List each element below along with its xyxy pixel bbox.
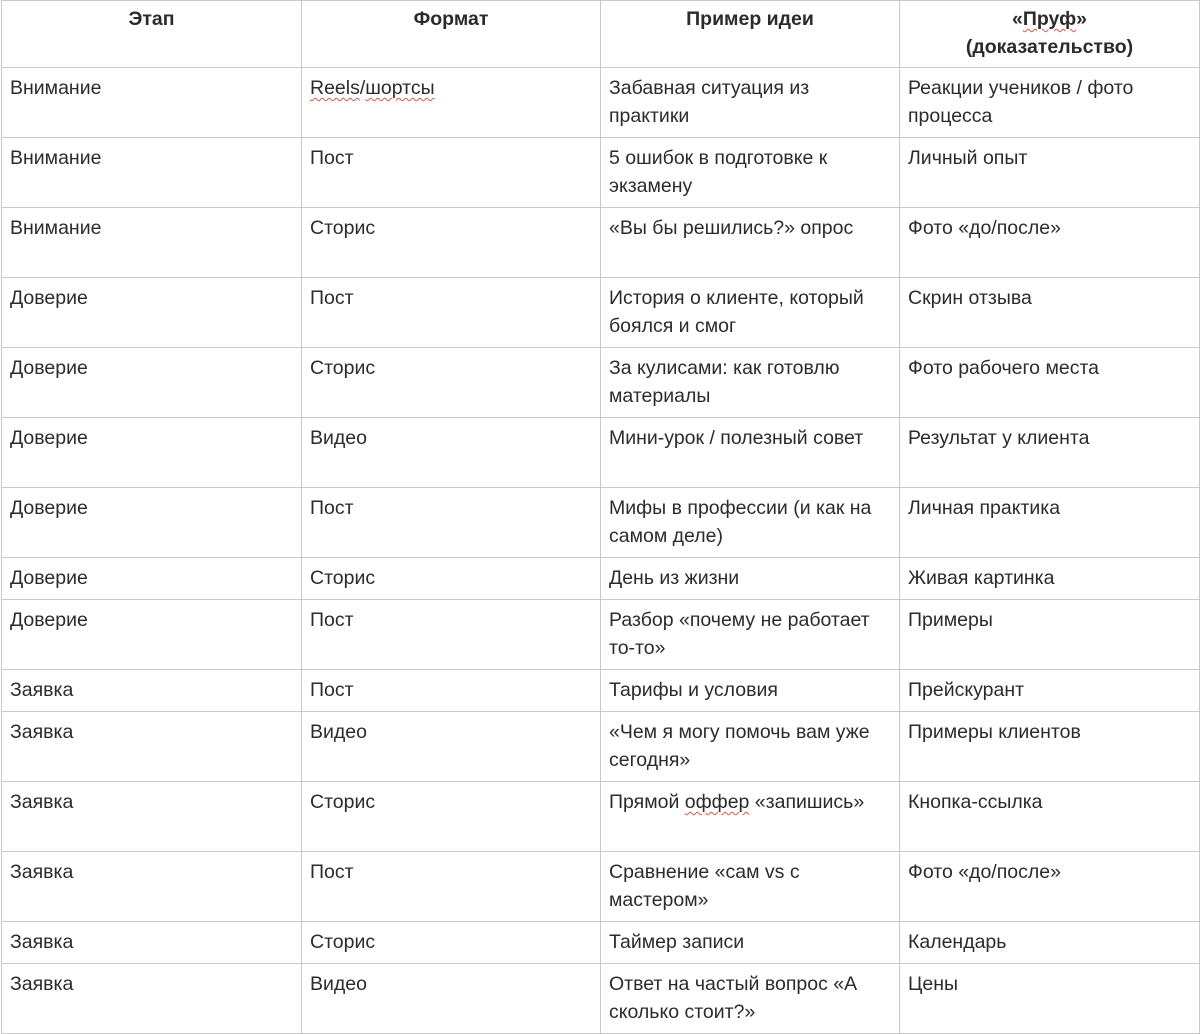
table-row <box>2 558 1200 600</box>
header-proof-open-quote: « <box>1011 8 1023 30</box>
cell-proof: Календарь <box>900 922 1200 964</box>
cell-idea: Ответ на частый вопрос «А сколько стоит?» <box>601 964 900 1034</box>
header-format: Формат <box>302 1 601 68</box>
cell-stage: Заявка <box>2 922 302 964</box>
cell-idea: Тарифы и условия <box>601 670 900 712</box>
cell-idea-part-b: оффер <box>684 791 750 813</box>
cell-stage: Заявка <box>2 964 302 1034</box>
cell-idea: 5 ошибок в подготовке к экзамену <box>601 138 900 208</box>
cell-stage: Заявка <box>2 670 302 712</box>
cell-idea: За кулисами: как готовлю материалы <box>601 348 900 418</box>
cell-format: Пост <box>302 278 601 348</box>
cell-stage: Внимание <box>2 208 302 278</box>
header-stage: Этап <box>2 1 302 68</box>
cell-idea: История о клиенте, который боялся и смог <box>601 278 900 348</box>
cell-idea: День из жизни <box>601 558 900 600</box>
cell-proof: Реакции учеников / фото процесса <box>900 68 1200 138</box>
header-proof-word: Пруф <box>1022 8 1077 30</box>
cell-stage: Доверие <box>2 558 302 600</box>
table-row <box>2 68 1200 138</box>
table-row <box>2 782 1200 852</box>
cell-stage: Заявка <box>2 782 302 852</box>
cell-format: Пост <box>302 488 601 558</box>
table-row <box>2 278 1200 348</box>
cell-proof: Результат у клиента <box>900 418 1200 488</box>
cell-proof: Прейскурант <box>900 670 1200 712</box>
cell-idea: Мифы в профессии (и как на самом деле) <box>601 488 900 558</box>
cell-proof: Личный опыт <box>900 138 1200 208</box>
table-row <box>2 852 1200 922</box>
cell-format: Видео <box>302 418 601 488</box>
cell-stage: Заявка <box>2 852 302 922</box>
cell-stage: Внимание <box>2 68 302 138</box>
cell-proof: Цены <box>900 964 1200 1034</box>
cell-format-separator: / <box>359 77 366 99</box>
table-row <box>2 922 1200 964</box>
header-proof-close-quote: » <box>1076 8 1088 30</box>
cell-stage: Доверие <box>2 278 302 348</box>
cell-proof: Кнопка-ссылка <box>900 782 1200 852</box>
cell-format: Видео <box>302 964 601 1034</box>
cell-stage: Доверие <box>2 418 302 488</box>
cell-idea <box>601 782 900 852</box>
table-row <box>2 488 1200 558</box>
table-row <box>2 670 1200 712</box>
cell-proof: Скрин отзыва <box>900 278 1200 348</box>
cell-stage: Внимание <box>2 138 302 208</box>
cell-stage: Заявка <box>2 712 302 782</box>
table-row <box>2 348 1200 418</box>
cell-idea: Забавная ситуация из практики <box>601 68 900 138</box>
table-row <box>2 138 1200 208</box>
cell-stage: Доверие <box>2 600 302 670</box>
cell-proof: Личная практика <box>900 488 1200 558</box>
cell-proof: Фото рабочего места <box>900 348 1200 418</box>
content-plan-table <box>1 0 1200 1034</box>
cell-format: Пост <box>302 852 601 922</box>
cell-proof: Примеры клиентов <box>900 712 1200 782</box>
cell-idea: Таймер записи <box>601 922 900 964</box>
cell-idea: Мини-урок / полезный совет <box>601 418 900 488</box>
header-proof-subtitle: (доказательство) <box>965 36 1134 58</box>
cell-proof: Фото «до/после» <box>900 208 1200 278</box>
header-proof <box>900 1 1200 68</box>
cell-format: Видео <box>302 712 601 782</box>
header-proof-title <box>908 5 1191 33</box>
cell-format: Пост <box>302 670 601 712</box>
cell-stage: Доверие <box>2 348 302 418</box>
cell-idea-part-a: Прямой <box>609 791 685 813</box>
header-idea: Пример идеи <box>601 1 900 68</box>
table-row <box>2 208 1200 278</box>
table-header-row <box>2 1 1200 68</box>
cell-format <box>302 68 601 138</box>
cell-proof: Примеры <box>900 600 1200 670</box>
table-row <box>2 964 1200 1034</box>
table-row <box>2 600 1200 670</box>
cell-proof: Фото «до/после» <box>900 852 1200 922</box>
cell-format: Сторис <box>302 208 601 278</box>
cell-idea: «Вы бы решились?» опрос <box>601 208 900 278</box>
cell-format: Сторис <box>302 782 601 852</box>
cell-idea: Сравнение «сам vs с мастером» <box>601 852 900 922</box>
cell-idea-part-c: «запишись» <box>749 791 865 813</box>
cell-idea: Разбор «почему не работает то-то» <box>601 600 900 670</box>
cell-format-part-b: шортсы <box>365 77 435 99</box>
table-row <box>2 712 1200 782</box>
table-row <box>2 418 1200 488</box>
cell-proof: Живая картинка <box>900 558 1200 600</box>
cell-format: Пост <box>302 600 601 670</box>
cell-format: Сторис <box>302 348 601 418</box>
cell-format: Сторис <box>302 922 601 964</box>
cell-idea: «Чем я могу помочь вам уже сегодня» <box>601 712 900 782</box>
cell-format: Пост <box>302 138 601 208</box>
cell-stage: Доверие <box>2 488 302 558</box>
cell-format-part-a: Reels <box>310 77 360 99</box>
cell-format: Сторис <box>302 558 601 600</box>
